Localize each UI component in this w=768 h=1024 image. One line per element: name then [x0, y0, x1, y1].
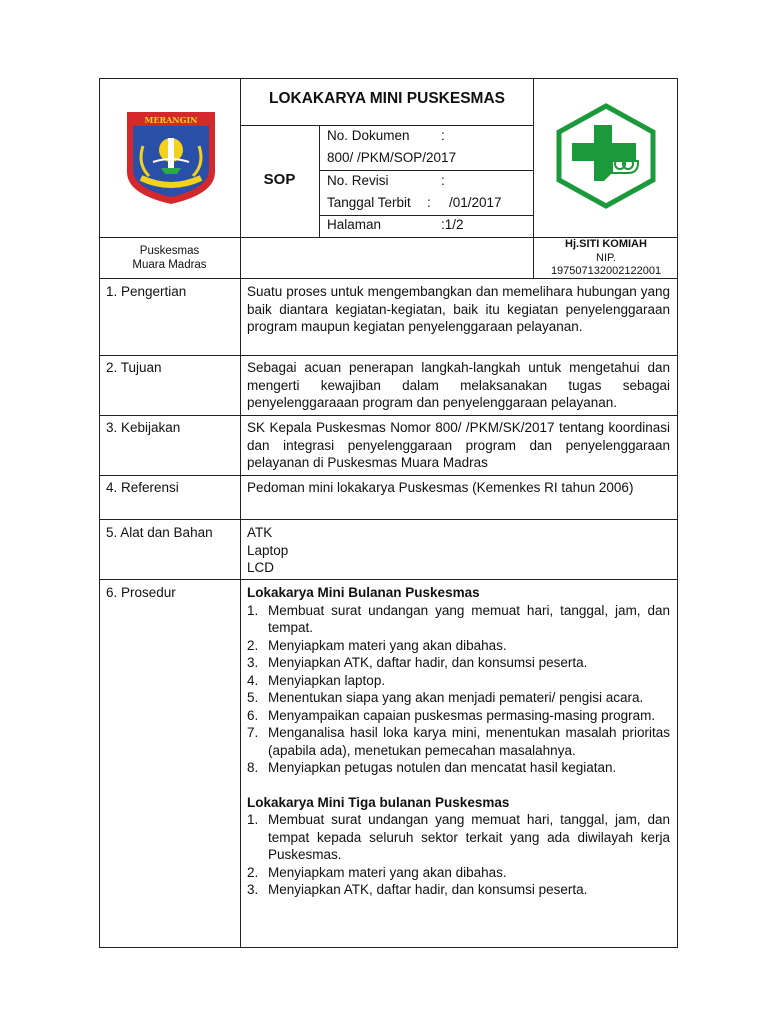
doc-number-row: No. Dokumen :: [327, 128, 445, 143]
section-text-tujuan: Sebagai acuan penerapan langkah-langkah untuk mengetahui dan mengerti kewajiban dalam melaksanakan tugas sebagai penyelenggaraaan program dan penyelenggaraan pelayanan.: [247, 360, 670, 410]
section-label-alat: 5. Alat dan Bahan: [106, 525, 213, 540]
row-line: [99, 355, 678, 356]
procedure-list-tiga-bulanan: [247, 811, 670, 899]
puskesmas-logo: [554, 103, 658, 214]
procedure-step: 1. Membuat surat undangan yang memuat hari, tanggal, jam, dan tempat.: [247, 602, 670, 635]
section-list-alat: [247, 524, 670, 577]
column-divider: [240, 78, 241, 948]
signer-nip-label: NIP.: [596, 251, 616, 264]
procedure-list-bulanan: [247, 602, 670, 777]
list-item: Laptop: [247, 542, 289, 558]
title-line: [240, 125, 534, 126]
sop-divider: [319, 125, 320, 238]
revision-row: No. Revisi :: [327, 173, 445, 188]
section-label-referensi: 4. Referensi: [106, 480, 179, 495]
section-text-kebijakan: SK Kepala Puskesmas Nomor 800/ /PKM/SK/2017 tentang koordinasi dan integrasi penyelenggaraan program dan penyelenggaraan pelayanan di Puskesmas Muara Madras: [247, 420, 670, 470]
section-label-kebijakan: 3. Kebijakan: [106, 420, 181, 435]
procedure-step: 1. Membuat surat undangan yang memuat hari, tanggal, jam, dan tempat kepada seluruh sektor terkait yang ada diwilayah kerja Puskesmas.: [247, 812, 670, 862]
row-line: [99, 579, 678, 580]
procedure-step: 8. Menyiapkan petugas notulen dan mencatat hasil kegiatan.: [247, 760, 617, 775]
signer-name: Hj.SITI KOMIAH: [565, 238, 647, 250]
section-text-pengertian: Suatu proses untuk mengembangkan dan memelihara hubungan yang baik diantara kegiatan-kegiatan, baik itu kegiatan penyelenggaraan program maupun kegiatan penyelenggaraan pelayanan.: [247, 284, 670, 334]
doc-number-value: 800/ /PKM/SOP/2017: [327, 150, 457, 165]
procedure-step: 2. Menyiapkam materi yang akan dibahas.: [247, 637, 507, 653]
organization-name: Puskesmas Muara Madras: [132, 245, 207, 271]
procedure-step: 2. Menyiapkam materi yang akan dibahas.: [247, 864, 507, 880]
page-title: LOKAKARYA MINI PUSKESMAS: [269, 90, 505, 107]
sop-label: SOP: [263, 171, 296, 188]
section-prosedur: [247, 584, 670, 899]
procedure-step: 4. Menyiapkan laptop.: [247, 672, 386, 688]
procedure-step: 7. Menganalisa hasil loka karya mini, menentukan masalah prioritas (apabila ada), menetukan pemecahan masalahnya.: [247, 725, 670, 758]
procedure-step: 6. Menyampaikan capaian puskesmas permasing-masing program.: [247, 707, 656, 723]
list-item: ATK: [247, 525, 273, 540]
list-item: LCD: [247, 560, 275, 575]
row-line: [99, 415, 678, 416]
procedure-step: 5. Menentukan siapa yang akan menjadi pemateri/ pengisi acara.: [247, 690, 644, 705]
row-line: [99, 475, 678, 476]
subsection-title-bulanan: Lokakarya Mini Bulanan Puskesmas: [247, 585, 480, 600]
doc-info: [327, 127, 527, 238]
svg-text:MERANGIN: MERANGIN: [144, 115, 198, 125]
procedure-step: 3. Menyiapkan ATK, daftar hadir, dan konsumsi peserta.: [247, 882, 588, 897]
merangin-logo: [123, 106, 219, 211]
section-label-tujuan: 2. Tujuan: [106, 360, 162, 375]
issue-date-row: Tanggal Terbit : /01/2017: [327, 195, 502, 210]
signer-nip: 197507132002122001: [550, 265, 662, 277]
signature-block: [534, 238, 678, 279]
row-line: [99, 519, 678, 520]
section-text-referensi: Pedoman mini lokakarya Puskesmas (Kemenkes RI tahun 2006): [247, 480, 634, 495]
section-label-pengertian: 1. Pengertian: [106, 284, 187, 299]
subsection-title-tiga-bulanan: Lokakarya Mini Tiga bulanan Puskesmas: [247, 794, 510, 810]
page-row: Halaman : 1/2: [327, 217, 464, 232]
procedure-step: 3. Menyiapkan ATK, daftar hadir, dan konsumsi peserta.: [247, 655, 588, 670]
section-label-prosedur: 6. Prosedur: [106, 585, 176, 600]
